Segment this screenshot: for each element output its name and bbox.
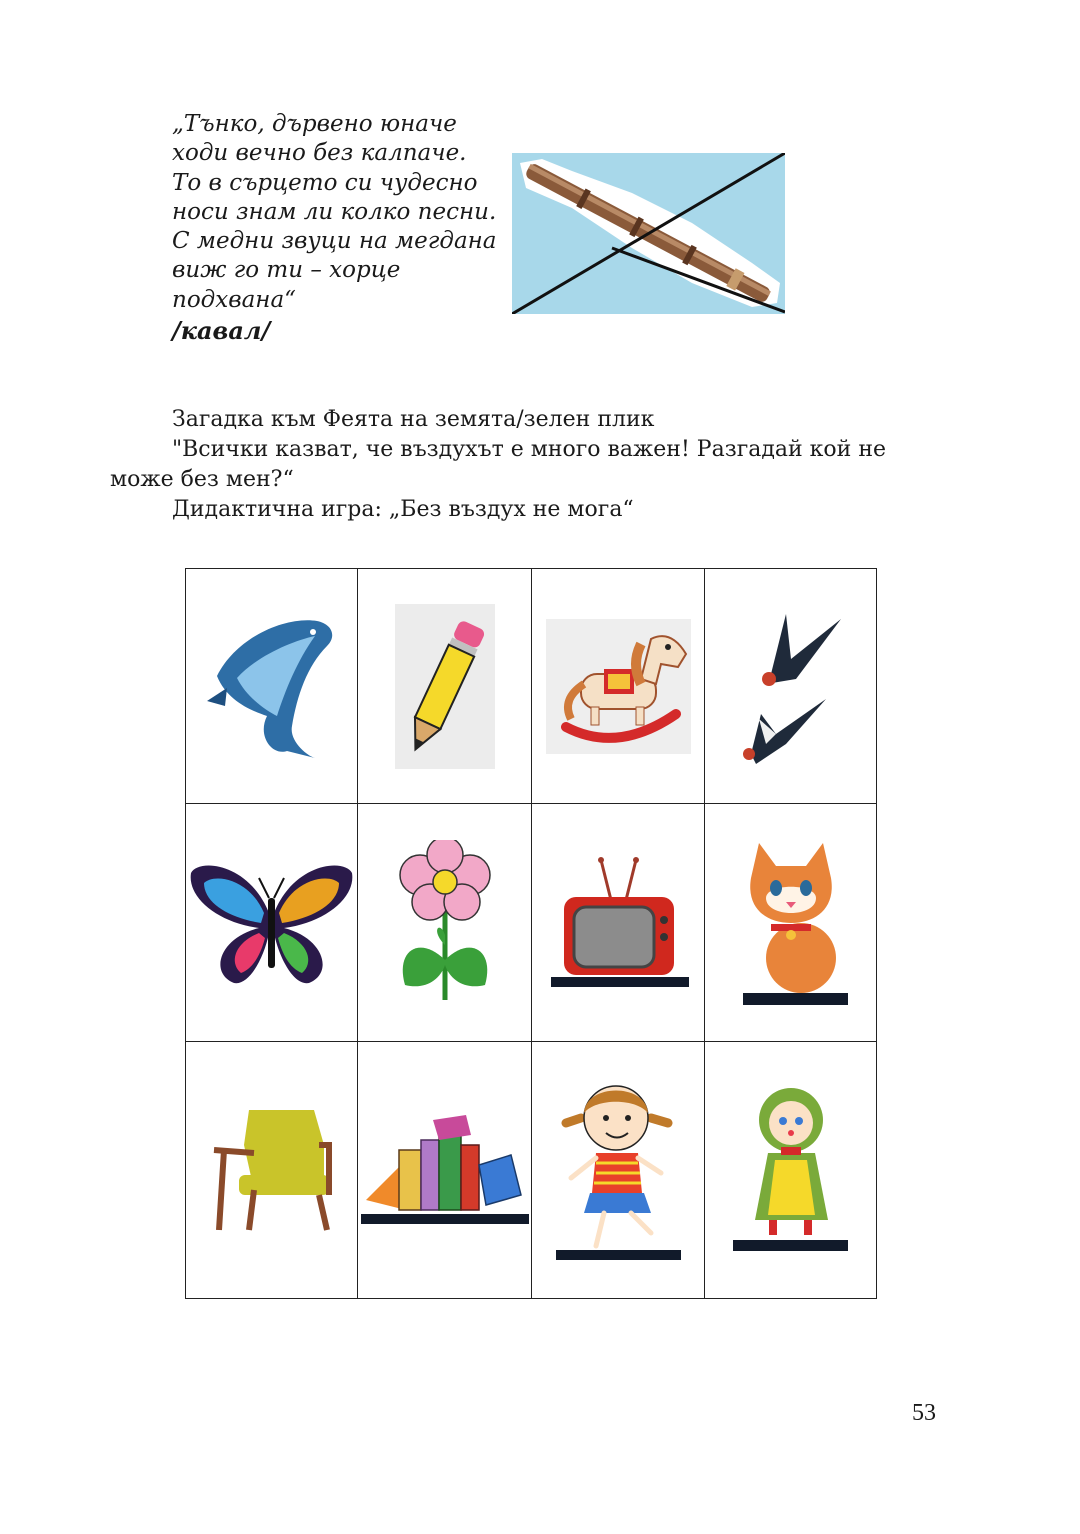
riddle-answer: /кавал/: [172, 316, 271, 345]
card-cell: [705, 804, 877, 1042]
books-icon: [361, 1110, 529, 1230]
card-cell: [705, 569, 877, 804]
doll-icon: [733, 1085, 848, 1255]
card-cell: [358, 1042, 532, 1299]
fish-icon: [197, 606, 347, 766]
flower-icon: [390, 840, 500, 1005]
card-cell: [532, 804, 705, 1042]
riddle-poem: [172, 110, 512, 315]
picture-cards-grid: [185, 568, 877, 1299]
kitten-icon: [731, 838, 851, 1008]
poem-line: С медни звуци на мегдана: [172, 228, 497, 255]
butterfly-icon: [189, 858, 354, 988]
card-cell: [532, 569, 705, 804]
game-title: Дидактична игра: „Без въздух не мога“: [172, 497, 634, 522]
page-number: 53: [912, 1400, 936, 1426]
card-cell: [705, 1042, 877, 1299]
riddle-heading: Загадка към Феята на земята/зелен плик: [172, 407, 655, 432]
poem-line: носи знам ли колко песни.: [172, 198, 497, 225]
armchair-icon: [209, 1105, 334, 1235]
card-cell: [186, 1042, 358, 1299]
tv-icon: [546, 855, 691, 990]
card-cell: [186, 804, 358, 1042]
card-cell: [186, 569, 358, 804]
girl-icon: [556, 1078, 681, 1263]
rocking-horse-icon: [546, 619, 691, 754]
pencil-icon: [395, 604, 495, 769]
poem-line: подхвана“: [172, 286, 296, 313]
kaval-flute-crossed-out-icon: [512, 153, 785, 314]
card-cell: [358, 804, 532, 1042]
poem-line: ходи вечно без калпаче.: [172, 140, 467, 167]
card-cell: [358, 569, 532, 804]
swallows-icon: [731, 604, 851, 769]
riddle-text: "Всички казват, че въздухът е много важен! Разгадай кой не: [172, 437, 887, 462]
poem-line: То в сърцето си чудесно: [172, 169, 478, 196]
poem-line: виж го ти – хорце: [172, 257, 401, 284]
poem-line: „Тънко, дървено юначе: [172, 111, 457, 137]
card-cell: [532, 1042, 705, 1299]
riddle-text-cont: може без мен?“: [110, 467, 294, 492]
